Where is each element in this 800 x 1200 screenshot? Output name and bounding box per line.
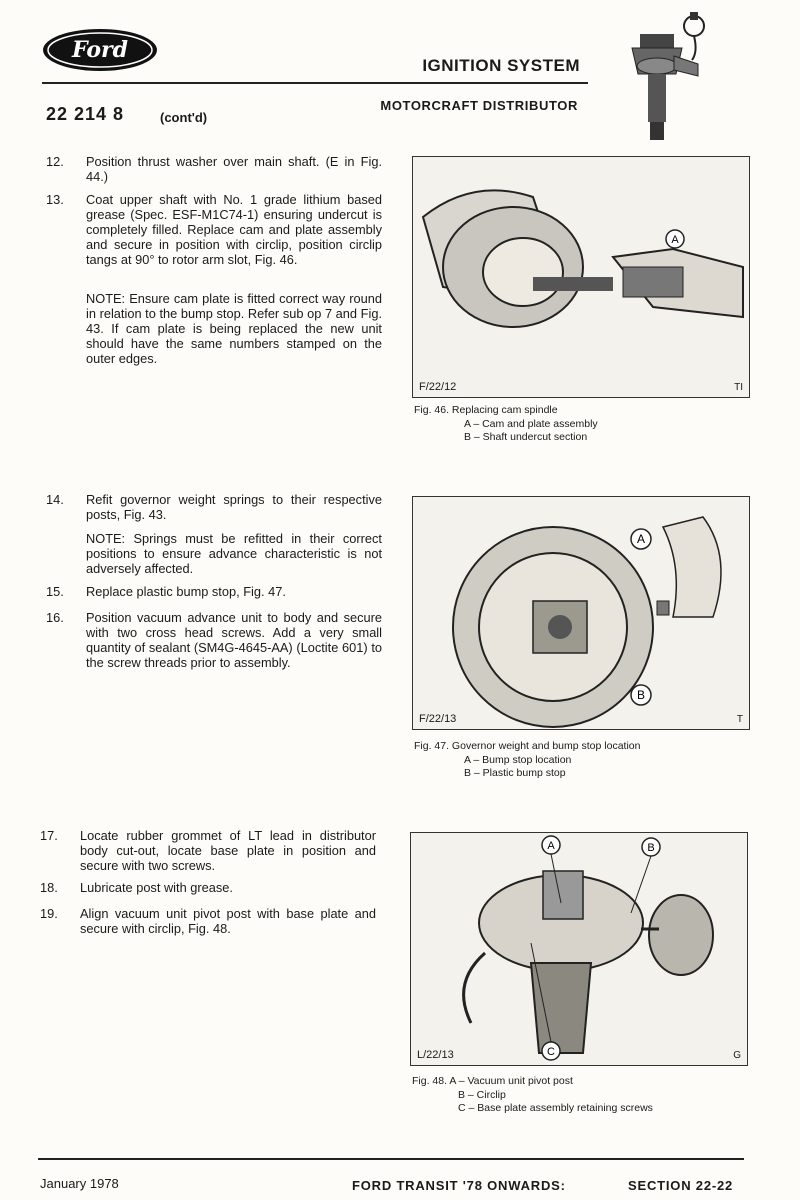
figure-47-title: Fig. 47. Governor weight and bump stop location: [414, 740, 641, 752]
figure-48-item: B – Circlip: [458, 1088, 506, 1101]
figure-46-corner: TI: [734, 382, 743, 393]
note-cam-plate: NOTE: Ensure cam plate is fitted correct way round in relation to the bump stop. Refer sub op 7 and Fig. 43. If cam plate is being replaced the new unit should have the same numbers stamped on the outer edges.: [86, 291, 382, 366]
figure-47-caption: [414, 740, 640, 781]
figure-48-drawing: [411, 833, 747, 1065]
step-text: Position vacuum advance unit to body and secure with two cross head screws. Add a very small quantity of sealant (SM4G-4645-AA) (Loctite 601) to the screw threads prior to assembly.: [86, 610, 382, 670]
figure-48-label-a: A: [547, 840, 555, 852]
page-subtitle: MOTORCRAFT DISTRIBUTOR: [380, 98, 578, 113]
step-number: 14.: [46, 492, 64, 507]
figure-48-item: C – Base plate assembly retaining screws: [458, 1102, 653, 1114]
continued-label: (cont'd): [160, 110, 208, 125]
step-text: Replace plastic bump stop, Fig. 47.: [86, 584, 286, 599]
section-number: 22 214 8: [46, 104, 125, 124]
distributor-illustration: [612, 4, 722, 144]
page-title: IGNITION SYSTEM: [422, 56, 580, 75]
footer-rule: [38, 1158, 744, 1160]
header-rule: [42, 82, 588, 84]
step-text: Lubricate post with grease.: [80, 880, 233, 895]
step-text: Position thrust washer over main shaft. (E in Fig. 44.): [86, 154, 382, 184]
step-number: 18.: [40, 880, 58, 895]
figure-47-item: B – Plastic bump stop: [464, 767, 566, 779]
figure-48-title: Fig. 48. A – Vacuum unit pivot post: [412, 1075, 573, 1087]
figure-46-drawing: [413, 157, 749, 397]
figure-46-item: A – Cam and plate assembly: [464, 417, 598, 430]
ford-logo: [40, 26, 160, 74]
figure-47-drawing: [413, 497, 749, 729]
footer-section: SECTION 22-22: [628, 1178, 734, 1193]
note-springs: NOTE: Springs must be refitted in their correct positions to ensure advance characteristic is not adversely affected.: [86, 531, 382, 576]
figure-48-caption: [412, 1075, 653, 1116]
figure-46-caption: [414, 404, 598, 445]
figure-47-item: A – Bump stop location: [464, 753, 572, 766]
figure-46-label-a: A: [671, 234, 679, 246]
step-text: Locate rubber grommet of LT lead in distributor body cut-out, locate base plate in position and secure with two screws.: [80, 828, 376, 873]
ford-logo-text: Ford: [71, 37, 129, 63]
figure-47-label-a: A: [636, 532, 646, 546]
step-number: 19.: [40, 906, 58, 921]
figure-47: [412, 496, 750, 730]
figure-46: [412, 156, 750, 398]
step-number: 13.: [46, 192, 64, 207]
step-number: 16.: [46, 610, 64, 625]
figure-48: [410, 832, 748, 1066]
step-number: 12.: [46, 154, 64, 169]
step-text: Coat upper shaft with No. 1 grade lithium based grease (Spec. ESF-M1C74-1) ensuring undercut is completely filled. Replace cam and plate assembly and secure in position with circlip, position circlip tangs at 90° to rotor arm slot, Fig. 46.: [86, 192, 382, 267]
figure-48-label-c: C: [547, 1046, 555, 1058]
figure-46-item: B – Shaft undercut section: [464, 431, 588, 443]
footer-model: FORD TRANSIT '78 ONWARDS:: [352, 1178, 566, 1193]
figure-46-ref: F/22/12: [419, 381, 457, 393]
footer-date: January 1978: [40, 1176, 119, 1191]
figure-48-corner: G: [733, 1050, 741, 1061]
figure-46-title: Fig. 46. Replacing cam spindle: [414, 404, 558, 416]
step-text: Refit governor weight springs to their respective posts, Fig. 43.: [86, 492, 382, 522]
figure-47-ref: F/22/13: [419, 713, 457, 725]
step-text: Align vacuum unit pivot post with base plate and secure with circlip, Fig. 48.: [80, 906, 376, 936]
step-number: 15.: [46, 584, 64, 599]
figure-47-label-b: B: [636, 688, 646, 702]
figure-47-corner: T: [736, 714, 743, 725]
step-number: 17.: [40, 828, 58, 843]
figure-48-label-b: B: [647, 842, 655, 854]
figure-48-ref: L/22/13: [417, 1049, 454, 1061]
